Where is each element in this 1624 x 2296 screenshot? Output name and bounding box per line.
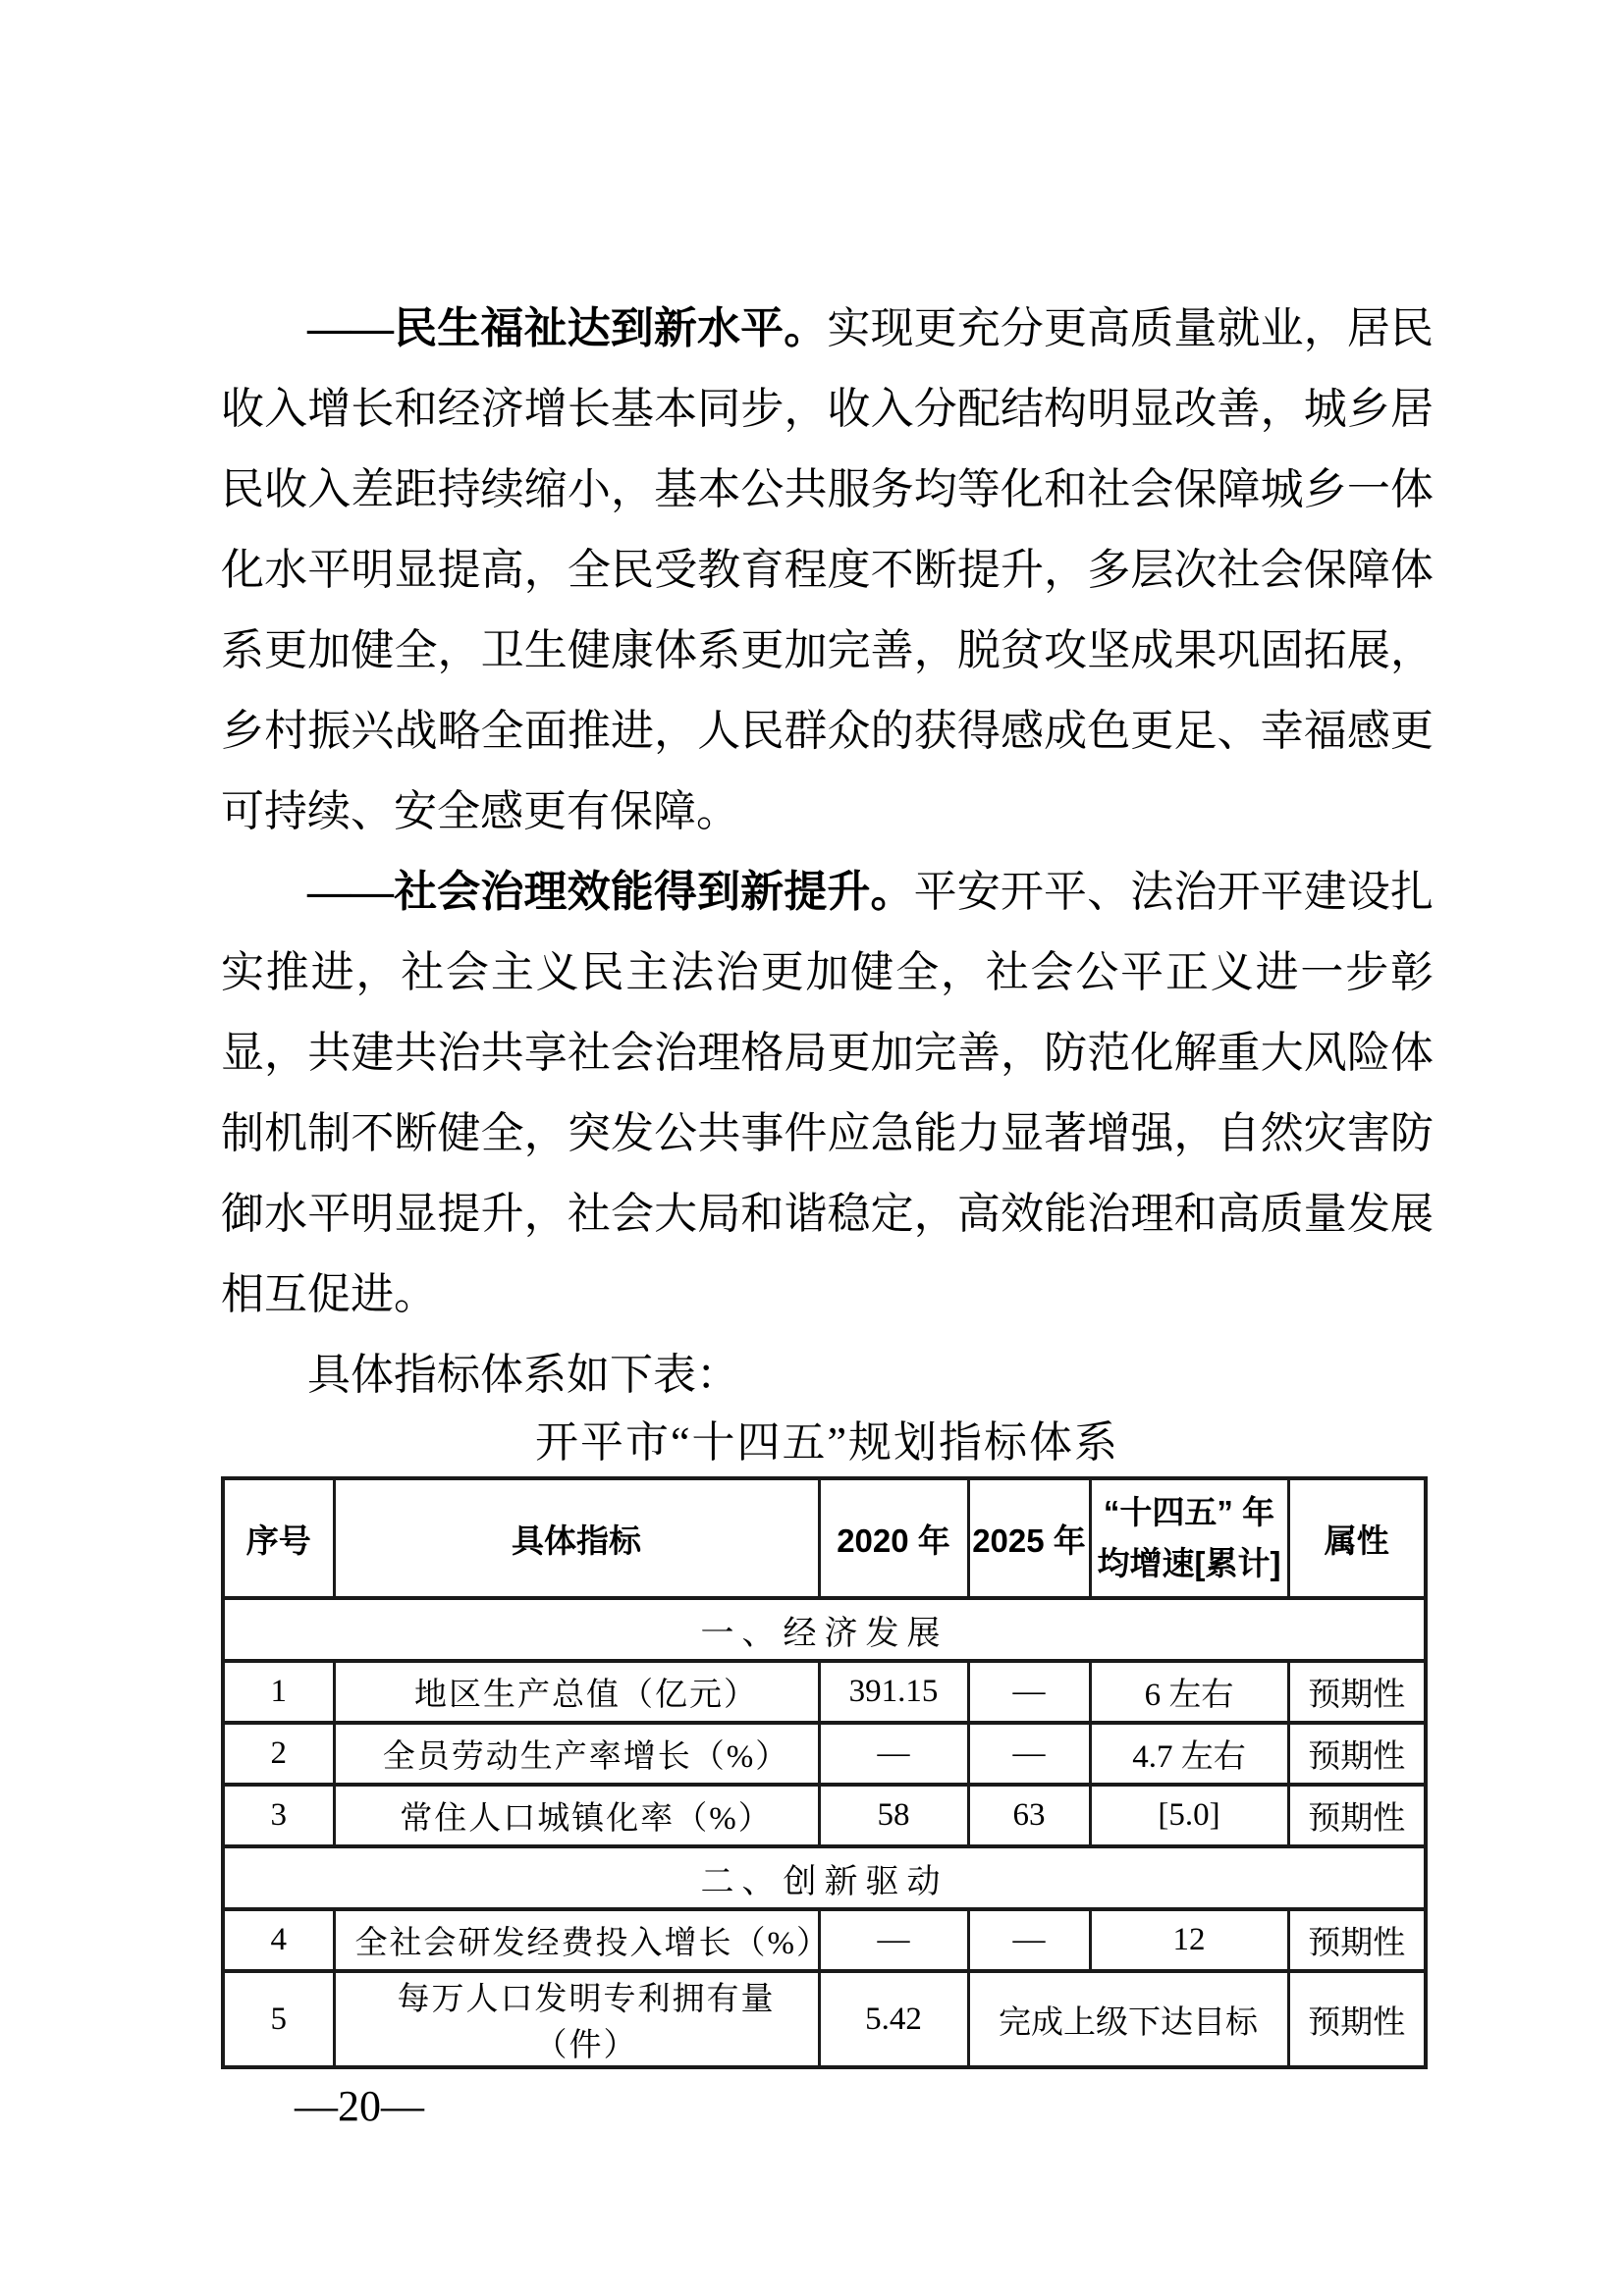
cell-indicator: 全社会研发经费投入增长（%） — [334, 1909, 819, 1971]
cell-attr: 预期性 — [1288, 1661, 1426, 1723]
table-row — [223, 1971, 1426, 2067]
cell-growth: 12 — [1090, 1909, 1288, 1971]
cell-attr: 预期性 — [1288, 1723, 1426, 1785]
section-label-economy: 一、经济发展 — [223, 1598, 1426, 1661]
cell-2020: — — [819, 1909, 968, 1971]
cell-no: 5 — [223, 1971, 334, 2067]
cell-no: 1 — [223, 1661, 334, 1723]
table-row — [223, 1661, 1426, 1723]
cell-indicator: 地区生产总值（亿元） — [334, 1661, 819, 1723]
header-cell-2020: 2020 年 — [819, 1478, 968, 1598]
page-number: —20— — [295, 2082, 424, 2130]
cell-indicator: 每万人口发明专利拥有量（件） — [334, 1971, 819, 2067]
section-row-innovation — [223, 1846, 1426, 1909]
cell-2025: — — [968, 1723, 1090, 1785]
header-cell-attr: 属性 — [1288, 1478, 1426, 1598]
header-cell-no: 序号 — [223, 1478, 334, 1598]
cell-attr: 预期性 — [1288, 1971, 1426, 2067]
cell-2020: 58 — [819, 1785, 968, 1846]
cell-growth: 6 左右 — [1090, 1661, 1288, 1723]
table-row — [223, 1723, 1426, 1785]
cell-no: 4 — [223, 1909, 334, 1971]
cell-growth: [5.0] — [1090, 1785, 1288, 1846]
table-caption-line: 具体指标体系如下表： — [307, 1351, 739, 1399]
header-growth-line2: 均增速[累计] — [1097, 1545, 1281, 1581]
cell-attr: 预期性 — [1288, 1785, 1426, 1846]
section-row-economy — [223, 1598, 1426, 1661]
cell-growth: 4.7 左右 — [1090, 1723, 1288, 1785]
cell-indicator: 全员劳动生产率增长（%） — [334, 1723, 819, 1785]
cell-2020: 5.42 — [819, 1971, 968, 2067]
section-label-innovation: 二、创新驱动 — [223, 1846, 1426, 1909]
cell-2020: — — [819, 1723, 968, 1785]
cell-2025: — — [968, 1661, 1090, 1723]
cell-2025: — — [968, 1909, 1090, 1971]
paragraph-livelihood-lead: ——民生福祉达到新水平。 — [307, 304, 828, 352]
paragraph-governance-lead: ——社会治理效能得到新提升。 — [307, 868, 914, 916]
cell-indicator: 常住人口城镇化率（%） — [334, 1785, 819, 1846]
header-cell-indicator: 具体指标 — [334, 1478, 819, 1598]
cell-2020: 391.15 — [819, 1661, 968, 1723]
table-header-row — [223, 1478, 1426, 1598]
table-title: 开平市“十四五”规划指标体系 — [534, 1418, 1120, 1467]
table-row — [223, 1785, 1426, 1846]
cell-no: 2 — [223, 1723, 334, 1785]
indicator-table — [221, 1476, 1428, 2069]
cell-no: 3 — [223, 1785, 334, 1846]
header-growth-line1: “十四五” 年 — [1103, 1494, 1275, 1530]
header-cell-growth — [1090, 1478, 1288, 1598]
cell-2025: 63 — [968, 1785, 1090, 1846]
paragraph-livelihood — [221, 289, 1434, 852]
paragraph-livelihood-body: 实现更充分更高质量就业，居民收入增长和经济增长基本同步，收入分配结构明显改善，城乡居民收入差距持续缩小，基本公共服务均等化和社会保障城乡一体化水平明显提高，全民受教育程度不断提升，多层次社会保障体系更加健全，卫生健康体系更加完善，脱贫攻坚成果巩固拓展，乡村振兴战略全面推进，人民群众的获得感成色更足、幸福感更可持续、安全感更有保障。 — [221, 304, 1434, 835]
header-cell-2025: 2025 年 — [968, 1478, 1090, 1598]
cell-attr: 预期性 — [1288, 1909, 1426, 1971]
paragraph-governance — [221, 852, 1434, 1335]
indicator-table-header — [223, 1478, 1426, 1598]
paragraph-governance-body: 平安开平、法治开平建设扎实推进，社会主义民主法治更加健全，社会公平正义进一步彰显，共建共治共享社会治理格局更加完善，防范化解重大风险体制机制不断健全，突发公共事件应急能力显著增强，自然灾害防御水平明显提升，社会大局和谐稳定，高效能治理和高质量发展相互促进。 — [221, 868, 1434, 1318]
cell-merged-target: 完成上级下达目标 — [968, 1971, 1288, 2067]
page-content — [221, 289, 1434, 2069]
table-row — [223, 1909, 1426, 1971]
